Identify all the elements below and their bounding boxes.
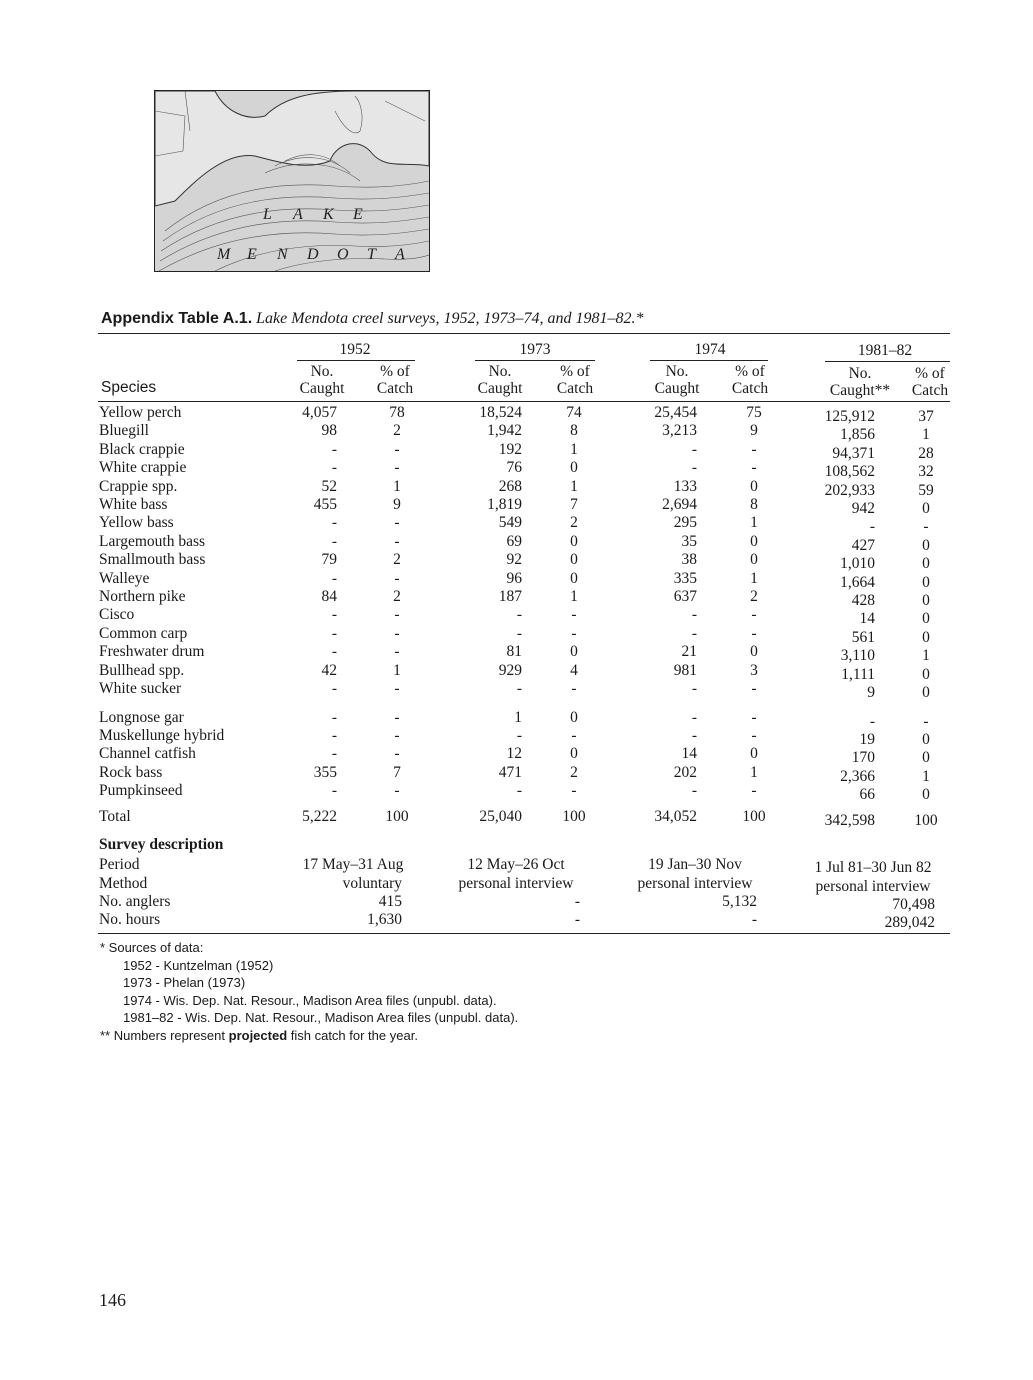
table-cell: - [331, 533, 337, 550]
table-cell: - [394, 709, 400, 726]
survey-description-heading: Survey description [99, 836, 224, 853]
table-cell: 202,933 [824, 482, 875, 499]
table-cell: 76 [506, 459, 522, 476]
table-cell: - [331, 782, 337, 799]
table-cell: 0 [570, 745, 578, 762]
table-cell: 2 [393, 422, 401, 439]
table-row [0, 782, 1033, 801]
table-cell: 0 [922, 684, 930, 701]
survey-cell: 12 May–26 Oct [467, 856, 565, 873]
table-cell: - [331, 625, 337, 642]
table-cell: 0 [570, 709, 578, 726]
table-cell: 19 [859, 731, 875, 748]
species-name: Muskellunge hybrid [99, 727, 225, 744]
species-name: Crappie spp. [99, 478, 178, 495]
table-cell: 1 [393, 478, 401, 495]
table-row [0, 551, 1033, 570]
table-cell: - [394, 514, 400, 531]
table-cell: 35 [681, 533, 697, 550]
table-cell: 1,664 [840, 574, 875, 591]
footnote-projected: ** Numbers represent projected fish catch for the year. [100, 1027, 418, 1043]
species-name: Bullhead spp. [99, 662, 185, 679]
table-cell: 1 [922, 768, 930, 785]
total-label: Total [99, 808, 131, 825]
survey-cell: 1,630 [367, 911, 402, 928]
total-cell: 342,598 [824, 812, 875, 829]
lake-mendota-map [154, 90, 430, 272]
survey-cell: personal interview [815, 878, 931, 895]
table-cell: 7 [570, 496, 578, 513]
footnote-source-1973: 1973 - Phelan (1973) [123, 975, 246, 990]
year-underline [825, 361, 950, 362]
table-cell: 0 [922, 592, 930, 609]
table-cell: 981 [673, 662, 697, 679]
table-cell: 1,010 [840, 555, 875, 572]
table-cell: - [571, 606, 577, 623]
header-bottom-rule [98, 401, 950, 402]
survey-cell: personal interview [637, 875, 753, 892]
table-cell: 125,912 [824, 408, 875, 425]
table-cell: 471 [498, 764, 522, 781]
table-cell: - [691, 709, 697, 726]
survey-cell: voluntary [342, 875, 402, 892]
table-cell: - [331, 459, 337, 476]
table-cell: 9 [393, 496, 401, 513]
total-cell: 34,052 [654, 808, 697, 825]
survey-label: No. hours [99, 911, 161, 928]
table-cell: - [331, 570, 337, 587]
species-name: Rock bass [99, 764, 163, 781]
col-header-pct-catch: % of Catch [376, 363, 414, 397]
total-row [0, 808, 1033, 827]
table-cell: - [516, 782, 522, 799]
species-name: Freshwater drum [99, 643, 205, 660]
table-cell: 18,524 [479, 404, 522, 421]
species-name: Yellow perch [99, 404, 182, 421]
caption-text: Lake Mendota creel surveys, 1952, 1973–74, and 1981–82.* [256, 310, 644, 327]
year-1974: 1974 [694, 341, 726, 358]
table-cell: 28 [918, 445, 934, 462]
table-cell: - [869, 518, 875, 535]
table-cell: 2 [750, 588, 758, 605]
total-cell: 25,040 [479, 808, 522, 825]
table-cell: 69 [506, 533, 522, 550]
table-cell: 38 [681, 551, 697, 568]
table-cell: 14 [681, 745, 697, 762]
table-top-rule [98, 333, 950, 334]
year-underline [475, 360, 595, 361]
table-cell: 929 [498, 662, 522, 679]
map-letter: L [263, 206, 272, 223]
table-cell: 0 [570, 459, 578, 476]
table-cell: 268 [498, 478, 522, 495]
table-cell: - [691, 680, 697, 697]
table-cell: 0 [570, 551, 578, 568]
total-cell: 100 [562, 808, 586, 825]
table-row [0, 422, 1033, 441]
species-name: Longnose gar [99, 709, 184, 726]
table-cell: 0 [922, 555, 930, 572]
table-cell: 549 [498, 514, 522, 531]
table-cell: - [571, 782, 577, 799]
table-row [0, 441, 1033, 460]
table-cell: 0 [750, 533, 758, 550]
table-cell: 7 [393, 764, 401, 781]
table-cell: 1 [570, 588, 578, 605]
table-cell: - [691, 441, 697, 458]
map-letter: K [323, 206, 334, 223]
table-cell: - [394, 643, 400, 660]
table-cell: 0 [750, 643, 758, 660]
table-row [0, 496, 1033, 515]
table-cell: - [394, 625, 400, 642]
col-header-pct-catch: % of Catch [556, 363, 594, 397]
table-cell: - [751, 606, 757, 623]
table-cell: - [394, 570, 400, 587]
table-row [0, 588, 1033, 607]
table-cell: - [751, 727, 757, 744]
table-row [0, 709, 1033, 728]
survey-label: Period [99, 856, 140, 873]
table-row [0, 533, 1033, 552]
table-cell: 0 [570, 570, 578, 587]
species-name: Smallmouth bass [99, 551, 206, 568]
total-cell: 100 [742, 808, 766, 825]
table-cell: 12 [506, 745, 522, 762]
table-cell: 8 [570, 422, 578, 439]
map-letter: A [293, 206, 303, 223]
table-cell: 192 [498, 441, 522, 458]
table-row [0, 764, 1033, 783]
table-cell: - [751, 782, 757, 799]
table-cell: - [571, 727, 577, 744]
species-name: White sucker [99, 680, 182, 697]
survey-cell: 415 [378, 893, 402, 910]
survey-label: Method [99, 875, 148, 892]
table-cell: 32 [918, 463, 934, 480]
table-row [0, 745, 1033, 764]
table-cell: 92 [506, 551, 522, 568]
table-cell: - [331, 606, 337, 623]
map-letter: N [277, 246, 288, 263]
table-row [0, 459, 1033, 478]
table-cell: 1,819 [487, 496, 522, 513]
table-cell: 455 [313, 496, 337, 513]
table-cell: 14 [859, 610, 875, 627]
table-cell: 202 [673, 764, 697, 781]
total-cell: 100 [914, 812, 938, 829]
species-name: Northern pike [99, 588, 186, 605]
survey-row-hours [0, 911, 1033, 930]
species-name: Cisco [99, 606, 135, 623]
table-cell: 0 [750, 551, 758, 568]
year-1981-82: 1981–82 [857, 342, 913, 359]
table-row [0, 727, 1033, 746]
footnotes [100, 939, 518, 1044]
table-cell: 78 [389, 404, 405, 421]
table-cell: 1 [750, 514, 758, 531]
table-cell: - [571, 625, 577, 642]
table-cell: 96 [506, 570, 522, 587]
table-cell: - [516, 680, 522, 697]
table-cell: 428 [851, 592, 875, 609]
page-number: 146 [99, 1290, 126, 1310]
table-cell: - [394, 441, 400, 458]
map-letter: E [247, 246, 257, 263]
table-cell: 187 [498, 588, 522, 605]
species-name: Black crappie [99, 441, 185, 458]
table-cell: 0 [922, 666, 930, 683]
col-header-no-caught: No. Caught [477, 363, 523, 397]
table-cell: - [691, 625, 697, 642]
table-cell: - [394, 680, 400, 697]
year-underline [650, 360, 768, 361]
survey-cell: 1 Jul 81–30 Jun 82 [814, 859, 932, 876]
table-cell: 2 [570, 514, 578, 531]
footnote-sources: * Sources of data: [100, 940, 204, 955]
survey-row-anglers [0, 893, 1033, 912]
table-row [0, 478, 1033, 497]
table-cell: 133 [673, 478, 697, 495]
table-cell: 0 [922, 731, 930, 748]
survey-row-period [0, 856, 1033, 875]
table-cell: 59 [918, 482, 934, 499]
table-cell: 4 [570, 662, 578, 679]
species-name: Channel catfish [99, 745, 196, 762]
map-letter: M [217, 246, 231, 263]
table-cell: 0 [922, 786, 930, 803]
table-cell: 9 [750, 422, 758, 439]
table-cell: 4,057 [302, 404, 337, 421]
table-cell: - [394, 533, 400, 550]
table-cell: 1,111 [841, 666, 875, 683]
survey-cell: 5,132 [722, 893, 757, 910]
table-cell: 3,213 [662, 422, 697, 439]
table-cell: 1 [570, 441, 578, 458]
table-cell: - [331, 709, 337, 726]
table-cell: 37 [918, 408, 934, 425]
table-row [0, 662, 1033, 681]
table-cell: 2,366 [840, 768, 875, 785]
table-cell: 637 [673, 588, 697, 605]
table-cell: 1 [922, 647, 930, 664]
table-cell: 42 [321, 662, 337, 679]
table-cell: - [751, 441, 757, 458]
table-cell: - [751, 625, 757, 642]
table-cell: - [516, 727, 522, 744]
caption-label: Appendix Table A.1. [101, 310, 253, 327]
table-cell: 1 [750, 764, 758, 781]
species-name: Largemouth bass [99, 533, 206, 550]
table-cell: 74 [566, 404, 582, 421]
table-cell: - [923, 713, 929, 730]
table-cell: - [394, 727, 400, 744]
table-cell: 1 [514, 709, 522, 726]
table-cell: 1 [922, 426, 930, 443]
table-cell: 335 [673, 570, 697, 587]
table-cell: 0 [750, 478, 758, 495]
survey-cell: 17 May–31 Aug [302, 856, 404, 873]
survey-cell: 70,498 [892, 896, 935, 913]
table-cell: 84 [321, 588, 337, 605]
table-row [0, 570, 1033, 589]
table-cell: 52 [321, 478, 337, 495]
table-cell: 2,694 [662, 496, 697, 513]
table-cell: - [691, 727, 697, 744]
table-cell: - [394, 606, 400, 623]
table-row [0, 680, 1033, 699]
table-cell: 21 [681, 643, 697, 660]
table-cell: 427 [851, 537, 875, 554]
table-cell: - [331, 745, 337, 762]
table-cell: - [331, 680, 337, 697]
table-cell: - [331, 727, 337, 744]
table-cell: - [751, 680, 757, 697]
col-header-no-caught: No. Caught [654, 363, 700, 397]
species-name: Walleye [99, 570, 150, 587]
table-row [0, 404, 1033, 423]
survey-cell: 19 Jan–30 Nov [648, 856, 742, 873]
map-letter: A [395, 246, 405, 263]
table-cell: 79 [321, 551, 337, 568]
table-cell: - [331, 514, 337, 531]
table-cell: 1 [570, 478, 578, 495]
species-name: Pumpkinseed [99, 782, 183, 799]
table-cell: 2 [393, 588, 401, 605]
table-cell: 170 [851, 749, 875, 766]
col-header-no-caught: No. Caught [299, 363, 345, 397]
table-cell: 295 [673, 514, 697, 531]
species-name: White bass [99, 496, 168, 513]
footnote-source-1981-82: 1981–82 - Wis. Dep. Nat. Resour., Madison Area files (unpubl. data). [123, 1010, 519, 1025]
table-row [0, 643, 1033, 662]
table-cell: 0 [922, 610, 930, 627]
year-1973: 1973 [519, 341, 551, 358]
total-cell: 5,222 [302, 808, 337, 825]
survey-label: No. anglers [99, 893, 171, 910]
survey-cell: 289,042 [884, 914, 935, 931]
map-illustration [155, 91, 429, 271]
table-cell: - [923, 518, 929, 535]
table-cell: - [869, 713, 875, 730]
table-cell: - [516, 625, 522, 642]
table-cell: 8 [750, 496, 758, 513]
table-cell: 66 [859, 786, 875, 803]
table-cell: - [331, 643, 337, 660]
table-cell: 942 [851, 500, 875, 517]
table-cell: - [691, 459, 697, 476]
table-cell: 108,562 [824, 463, 875, 480]
col-header-pct-catch: % of Catch [911, 365, 949, 399]
table-row [0, 625, 1033, 644]
table-cell: 0 [922, 629, 930, 646]
map-letter: D [307, 246, 319, 263]
table-cell: 98 [321, 422, 337, 439]
species-header: Species [101, 379, 157, 396]
footnote-source-1974: 1974 - Wis. Dep. Nat. Resour., Madison Area files (unpubl. data). [123, 992, 497, 1008]
survey-cell: - [751, 911, 757, 928]
table-cell: - [516, 606, 522, 623]
total-cell: 100 [385, 808, 409, 825]
table-cell: - [394, 745, 400, 762]
map-letter: T [367, 246, 376, 263]
table-cell: 0 [922, 500, 930, 517]
table-cell: 0 [922, 537, 930, 554]
species-name: Bluegill [99, 422, 149, 439]
species-name: Yellow bass [99, 514, 174, 531]
species-name: White crappie [99, 459, 187, 476]
survey-cell: - [574, 911, 580, 928]
table-cell: - [571, 680, 577, 697]
table-cell: 355 [313, 764, 337, 781]
col-header-no-caught-projected: No. Caught** [829, 365, 891, 399]
table-cell: 0 [922, 574, 930, 591]
table-row [0, 606, 1033, 625]
table-cell: - [691, 606, 697, 623]
table-cell: 1 [750, 570, 758, 587]
table-cell: - [751, 709, 757, 726]
table-cell: 0 [570, 533, 578, 550]
table-cell: - [691, 782, 697, 799]
map-letter: O [337, 246, 349, 263]
footnote-source-1952: 1952 - Kuntzelman (1952) [123, 957, 274, 973]
table-cell: 3 [750, 662, 758, 679]
year-underline [297, 360, 415, 361]
table-row [0, 514, 1033, 533]
table-caption [101, 310, 643, 328]
table-cell: 2 [393, 551, 401, 568]
col-header-pct-catch: % of Catch [731, 363, 769, 397]
map-letter: E [353, 206, 363, 223]
table-cell: 1,942 [487, 422, 522, 439]
table-cell: 0 [750, 745, 758, 762]
table-cell: 9 [867, 684, 875, 701]
table-cell: - [394, 459, 400, 476]
species-name: Common carp [99, 625, 188, 642]
table-bottom-rule [98, 933, 950, 934]
table-cell: 75 [746, 404, 762, 421]
table-cell: - [331, 441, 337, 458]
table-cell: 94,371 [832, 445, 875, 462]
survey-row-method [0, 875, 1033, 894]
table-cell: - [751, 459, 757, 476]
table-cell: 0 [922, 749, 930, 766]
survey-cell: - [574, 893, 580, 910]
table-cell: 561 [851, 629, 875, 646]
table-cell: - [394, 782, 400, 799]
survey-cell: personal interview [458, 875, 574, 892]
table-cell: 3,110 [840, 647, 875, 664]
year-1952: 1952 [339, 341, 371, 358]
table-cell: 1 [393, 662, 401, 679]
table-cell: 81 [506, 643, 522, 660]
table-cell: 0 [570, 643, 578, 660]
table-cell: 2 [570, 764, 578, 781]
table-cell: 1,856 [840, 426, 875, 443]
table-cell: 25,454 [654, 404, 697, 421]
